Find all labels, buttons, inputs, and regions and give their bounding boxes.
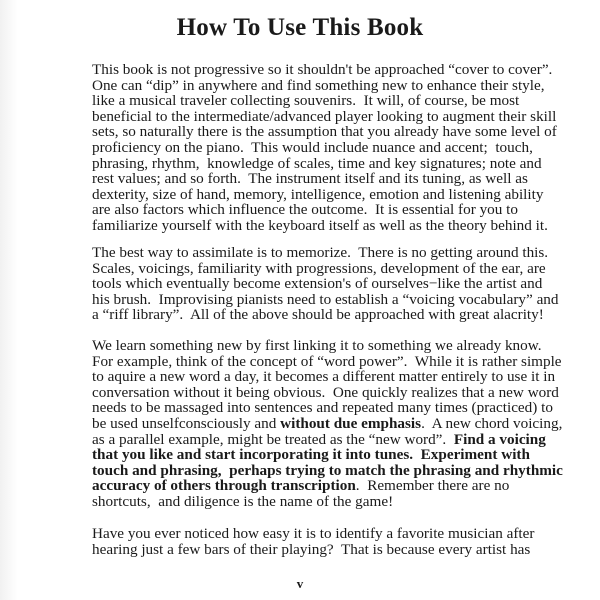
text-line (92, 261, 562, 277)
text-segment: One can “dip” in anywhere and find something new to enhance their style, (92, 76, 545, 94)
paragraph-4 (92, 526, 562, 557)
text-line (92, 354, 562, 370)
text-segment: rest values; and so forth. The instrument itself and its tuning, as well as (92, 170, 528, 188)
paragraph-1 (92, 62, 562, 234)
page-title: How To Use This Book (176, 14, 424, 41)
text-line (92, 171, 562, 187)
paragraph-3 (92, 338, 562, 510)
text-segment: . A new chord voicing, (421, 414, 563, 432)
text-segment: tools which eventually become extension's of ourselves−like the artist and (92, 275, 543, 293)
text-line (92, 432, 562, 448)
text-segment: as a parallel example, might be treated as the “new word”. (92, 430, 454, 448)
text-segment: needs to be massaged into sentences and repeated many times (practiced) to (92, 399, 553, 417)
text-segment: phrasing, rhythm, knowledge of scales, time and key signatures; note and (92, 154, 542, 172)
text-line (92, 93, 562, 109)
text-line (92, 109, 562, 125)
text-line (92, 124, 562, 140)
text-segment: his brush. Improvising pianists need to establish a “voicing vocabulary” and (92, 290, 559, 308)
bold-text-segment: touch and phrasing, perhaps trying to match the phrasing and rhythmic (92, 461, 563, 479)
bold-text-segment: without due emphasis (280, 414, 422, 432)
text-segment: sets, so naturally there is the assumption that you already have some level of (92, 123, 557, 141)
text-segment: Scales, voicings, familiarity with progressions, development of the ear, are (92, 259, 546, 277)
text-segment: hearing just a few bars of their playing? That is because every artist has (92, 540, 531, 558)
text-segment: to aquire a new word a day, it becomes a different matter entirely to use it in (92, 368, 556, 386)
text-segment: The best way to assimilate is to memorize. There is no getting around this. (92, 244, 549, 261)
text-segment: For example, think of the concept of “word power”. While it is rather simple (92, 352, 562, 370)
bold-text-segment: that you like and start incorporating it into tunes. Experiment with (92, 446, 530, 464)
text-line (92, 494, 562, 510)
text-segment: proficiency on the piano. This would include nuance and accent; touch, (92, 138, 533, 156)
text-line (92, 416, 562, 432)
text-segment: This book is not progressive so it shouldn't be approached “cover to cover”. (92, 61, 553, 78)
text-segment: shortcuts, and diligence is the name of the game! (92, 492, 394, 510)
text-line (92, 276, 562, 292)
text-line (92, 526, 562, 542)
text-segment: be used unselfconsciously and (92, 414, 281, 432)
text-line (92, 338, 562, 354)
text-line (92, 463, 562, 479)
page-edge-shadow (0, 0, 18, 600)
text-line (92, 218, 562, 234)
text-segment: conversation without it being obvious. One quickly realizes that a new word (92, 383, 559, 401)
text-segment: dexterity, size of hand, memory, intelligence, emotion and listening ability (92, 185, 544, 203)
bold-text-segment: Find a voicing (453, 430, 546, 448)
paragraph-2 (92, 245, 562, 323)
text-segment: like a musical traveler collecting souvenirs. It will, of course, be most (92, 92, 520, 110)
text-segment: . Remember there are no (355, 477, 510, 495)
text-line (92, 292, 562, 308)
text-segment: are also factors which influence the outcome. It is essential for you to (92, 201, 518, 219)
text-line (92, 78, 562, 94)
text-segment: beneficial to the intermediate/advanced player looking to augment their skill (92, 107, 557, 125)
text-line (92, 187, 562, 203)
text-segment: Have you ever noticed how easy it is to identify a favorite musician after (92, 525, 535, 542)
text-line (92, 542, 562, 558)
page-number: v (296, 576, 304, 591)
text-segment: a “riff library”. All of the above should be approached with great alacrity! (92, 306, 544, 324)
text-segment: familiarize yourself with the keyboard itself as well as the theory behind it. (92, 216, 548, 234)
text-line (92, 140, 562, 156)
text-line (92, 478, 562, 494)
text-line (92, 245, 562, 261)
text-line (92, 156, 562, 172)
text-line (92, 62, 562, 78)
text-line (92, 400, 562, 416)
text-line (92, 369, 562, 385)
text-line (92, 307, 562, 323)
text-line (92, 202, 562, 218)
text-line (92, 447, 562, 463)
bold-text-segment: accuracy of others through transcription (92, 477, 356, 495)
text-segment: We learn something new by first linking it to something we already know. (92, 337, 542, 354)
text-line (92, 385, 562, 401)
